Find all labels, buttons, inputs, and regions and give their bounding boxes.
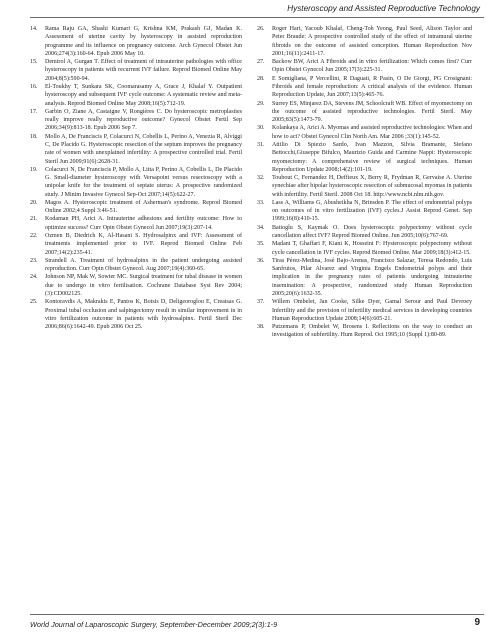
reference-item <box>257 298 472 323</box>
page-number: 9 <box>474 617 480 628</box>
reference-item <box>257 124 472 141</box>
reference-text: Rama Raju GA, Shashi Kumari G, Krishna KM, Prakash GJ, Madan K. Assessment of uterine cavity by hysteroscopy in assisted reproduction programme and its influence on pregnancy outcome. Arch Gynecol Obstet Jun 2006;274(3):160-64. Epub 2006 May 10. <box>45 26 242 57</box>
reference-item <box>257 240 472 257</box>
reference-number: 24. <box>30 274 38 281</box>
reference-item <box>257 174 472 199</box>
reference-item <box>257 323 472 340</box>
reference-item <box>30 108 242 133</box>
reference-text: Kodaman PH, Arici A. Intrauterine adhesions and fertility outcome: How to optimize success? Curr Opin Obstet Gynecol Jun 2007;19(3):207-14. <box>45 216 242 231</box>
reference-item <box>257 257 472 298</box>
reference-number: 27. <box>257 59 265 66</box>
reference-number: 22. <box>30 233 38 240</box>
reference-item <box>257 25 472 58</box>
header-rule <box>30 17 484 18</box>
reference-text: Surrey ES, Minjarez DA, Stevens JM, Schoolcraft WB. Effect of myomectomy on the outcome of assisted reproductive technologies. Fertil Steril. May 2005;83(5):1473-79. <box>272 100 472 124</box>
reference-text: Garbin O, Ziane A, Castaigne V, Rongières C. Do hysteroscopic metroplasties really improve really reproductive outcome? Gynecol Obstet Fertil Sep 2006;34(9):813-18. Epub 2006 Sep 7. <box>45 108 242 132</box>
reference-text: Toubout C, Fernandez H, Deffieux X, Berry R, Frydman R, Gervaise A. Uterine synechiae after bipolar hysteroscopic resection of submucosal myomas in patients with infertility. Fertil Steril. 2008 Oct 18. http://www.ncbi.nlm.nih.gov. <box>272 175 472 198</box>
reference-item <box>257 224 472 241</box>
running-header: Hysteroscopy and Assisted Reproductive Technology <box>287 4 480 13</box>
reference-number: 14. <box>30 26 38 32</box>
reference-text: Strandell A. Treatment of hydrosalpinx in the patient undergoing assisted reproduction. Curr Opin Obstet Gynecol. Aug 2007;19(4):360-65. <box>45 257 242 273</box>
reference-text: Kolankaya A, Arici A. Myomas and assisted reproductive technologies: When and how to act? Obstet Gynecol Clin North Am. Mar 2006 ;33(1):145-52. <box>272 125 472 140</box>
reference-text: Magos A. Hysteroscopic treatment of Asherman's syndrome. Reprod Biomed Online 2002;4 Suppl 3:46-51. <box>45 199 242 215</box>
reference-text: Willem Ombelet, Jan Cooke, Silke Dyer, Gamal Serour and Paul Devroey Infertility and the provision of infertility medical services in developing countries Human Reproduction Update 2008;14(6):605-21. <box>272 299 472 322</box>
reference-number: 16. <box>30 83 38 90</box>
reference-text: Kontoravdis A, Makrakis E, Pantos K, Botsis D, Deligeoroglou E, Creatsas G. Proximal tubal occlusion and salpingectomy result in similar improvement in in vitro fertilization outcome in patients with hydrosalpinx. Fertil Steril Dec 2006;86(6):1642-49. Epub 2006 Oct 25. <box>45 299 242 331</box>
reference-number: 32. <box>257 175 265 182</box>
reference-item <box>30 166 242 199</box>
reference-text: Johnson NP, Mak W, Sowter MC. Surgical treatment for tubal disease in women due to undergo in vitro fertilisation. Cochrane Database Syst Rev 2004;(3):CD002125. <box>45 274 242 297</box>
reference-text: Lass A, Williams G, Abusheikha N, Brinsden P. The effect of endometrial polyps on outcomes of in vitro fertilization (IVF) cycles.J Assist Reprod Genet. Sep 1999;16(8):410-15. <box>272 199 472 223</box>
reference-text: Backow BW, Arici A Fibroids and in vitro fertilization: Which comes first? Curr Opin Obstet Gynecol Jun 2005;17(3):225-31. <box>272 59 472 74</box>
reference-number: 18. <box>30 133 38 140</box>
reference-text: Colacurci N, De Franciscis P, Mollo A, Litta P, Perino A, Cobellis L, De Placido G. Small-diameter hysteroscopy with Versapoint versus resectoscopy with a unipolar knife for the treatment of septate uterus: A prospective randomized study. J Minim Invasive Gynecol Sep-Oct 2007;14(5):622-27. <box>45 166 242 198</box>
references-right-column <box>257 25 472 340</box>
reference-item <box>30 83 242 108</box>
reference-number: 21. <box>30 216 38 223</box>
reference-text: Madani T, Ghaffari F, Kiani K, Hosseini F: Hysteroscopic polypectomy without cycle cancellation in IVF cycles. Reprod Biomed Online. Mar 2009;18(3):412-15. <box>272 241 472 256</box>
reference-item <box>30 298 242 331</box>
reference-item <box>257 58 472 75</box>
reference-number: 20. <box>30 199 38 206</box>
reference-item <box>257 199 472 224</box>
reference-number: 19. <box>30 166 38 173</box>
reference-text: El-Toukhy T, Sunkara SK, Coomarasamy A, Grace J, Khalaf Y. Outpatient hysteroscopy and subsequent IVF cycle outcome: A systematic review and meta-analysis. Reprod Biomed Online May 2008;16(5):712-19. <box>45 83 242 107</box>
reference-number: 31. <box>257 141 265 148</box>
reference-text: Attilio Di Spiezio Sardo, Ivan Mazzon, Silvia Bramante, Stefano Bettocchi,Giuseppe Bifulco, Maurizio Guida and Carmine Nappi: Hysteroscopic myomectomy: A comprehensive review of surgical techniques. Human Reproduction Update 2008;14(2):101-19. <box>272 141 472 173</box>
reference-number: 30. <box>257 125 265 132</box>
reference-text: Mollo A, De Franciscis P, Colacurci N, Cobellis L, Perino A, Venezia R, Alviggi C, De Placido G. Hysteroscopic resection of the septum improves the pregnancy rate of women with unexplained infertility: A prospective controlled trial. Fertil Steril Jun 2009;91(6):2628-31. <box>45 133 242 165</box>
reference-text: Demirol A, Gurgan T. Effect of treatment of intrauterine pathologies with office hysteroscopy in patients with recurrent IVF failure. Reprod Biomed Online May 2004;8(5):590-94. <box>45 59 242 82</box>
reference-number: 23. <box>30 257 38 264</box>
footer-rule <box>30 614 484 615</box>
reference-text: Batioglu S, Kaymak O. Does hysteroscopic polypectomy without cycle cancellation affect IVF? Reprod Biomed Online. Jun 2005;10(6):767-69. <box>272 224 472 240</box>
journal-footer: World Journal of Laparoscopic Surgery, September-December 2009;2(3):1-9 <box>30 620 278 629</box>
reference-text: Putzemans P, Ombelet W, Brosens I. Reflections on the way to conduct an investigation of subfertility. Hum Reprod. Oct 1995;10 (Suppl 1):80-89. <box>272 324 472 339</box>
reference-item <box>30 273 242 298</box>
reference-item <box>257 100 472 125</box>
reference-item <box>30 25 242 58</box>
reference-number: 35. <box>257 241 265 248</box>
reference-item <box>257 75 472 100</box>
reference-item <box>30 199 242 216</box>
reference-number: 25. <box>30 299 38 306</box>
reference-item <box>30 257 242 274</box>
reference-number: 29. <box>257 100 265 107</box>
reference-item <box>257 141 472 174</box>
reference-number: 15. <box>30 59 38 66</box>
reference-item <box>30 232 242 257</box>
reference-item <box>30 58 242 83</box>
references-left-column <box>30 25 242 331</box>
reference-number: 28. <box>257 75 265 82</box>
reference-text: Ozmen B, Diedrich K, Al-Hasani S. Hydrosalpinx and IVF: Assessment of treatments implemented prior to IVF. Reprod Biomed Online Feb 2007;14(2):235-41. <box>45 233 242 256</box>
reference-number: 38. <box>257 324 265 331</box>
reference-text: Roger Hart, Yacoub Khalaf, Cheng-Toh Yeong, Paul Seed, Alison Taylor and Peter Braude: A prospective controlled study of the effect of intramural uterine fibroids on the outcome of assisted conception. Human Reproduction Nov 2001;16(11):2411-17. <box>272 26 472 57</box>
reference-text: Tiras Pérez-Medina, José Bajo-Arenas, Francisco Salazar, Teresa Redondo, Luis Sanfrutos, Pilar Alvarez and Virginia Engels Endometrial polyps and their implication in the pregnancy rates of patients undergoing intrauterine insemination: A prospective, randomized study Human Reproduction 2005;20(6):1632-35. <box>272 257 472 297</box>
reference-number: 17. <box>30 108 38 115</box>
reference-item <box>30 133 242 166</box>
reference-number: 26. <box>257 26 265 32</box>
reference-item <box>30 215 242 232</box>
reference-number: 33. <box>257 199 265 206</box>
reference-number: 37. <box>257 299 265 306</box>
reference-text: E Somigliana, P Vercellini, R Daguati, R Pasin, O De Giorgi, PG Crosignani: Fibroids and female reproduction: A critical analysis of the evidence. Human Reproduction Update, Jun 2007;13(5):465-76. <box>272 75 472 99</box>
reference-number: 36. <box>257 257 265 264</box>
reference-number: 34. <box>257 224 265 231</box>
